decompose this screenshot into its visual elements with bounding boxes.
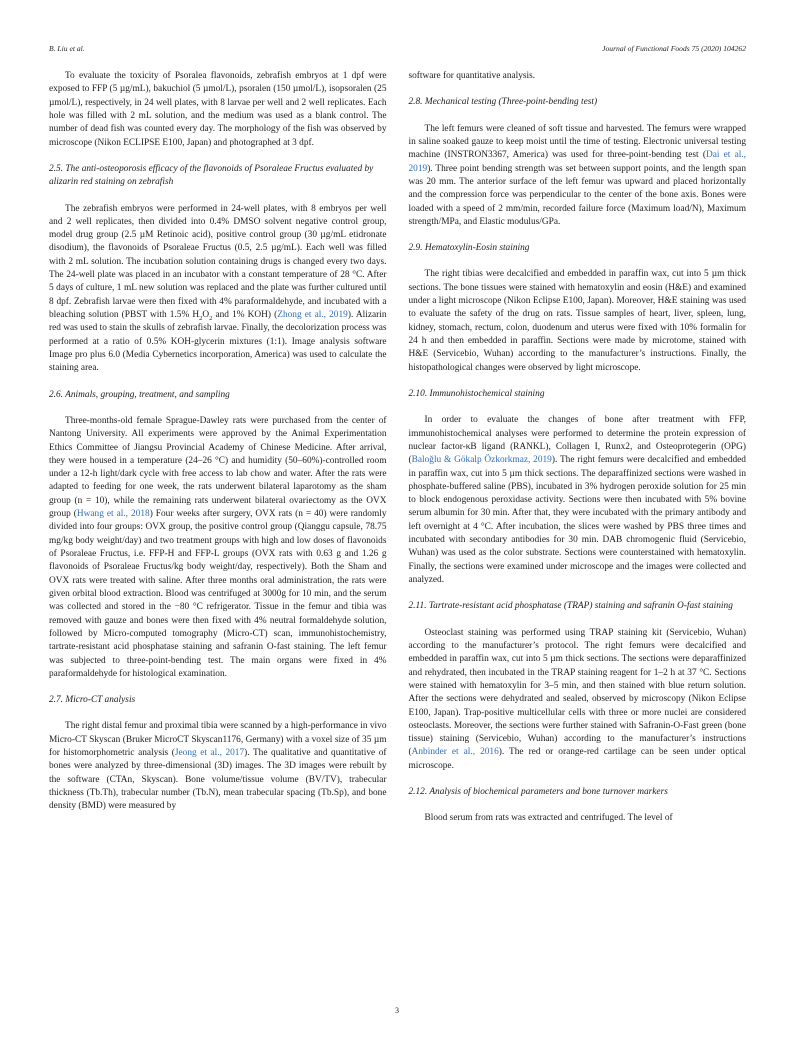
section-2-11-heading: 2.11. Tartrate-resistant acid phosphatase (TRAP) staining and safranin O-fast staining: [408, 601, 733, 612]
paragraph-zebrafish-alizarin: [49, 203, 387, 376]
two-column-body: [49, 70, 746, 826]
text-run: ) Four weeks after surgery, OVX rats (n = 40) were randomly divided into four groups: OVX group, the positive control group (Qianggu capsule, 78.75 mg/kg body weight/day) and two treatment groups with high and low doses of flavonoids of Psoraleae Fructus, i.e. FFP-H and FFP-L groups (OVX rats with 0.63 g and 1.26 g flavonoids of Psoraleae Fructus/kg body weight/day, respectively). Both the Sham and OVX rats were treated with saline. After three months oral administration, the rats were given orbital blood extraction. Blood was centrifuged at 3000g for 10 min, and the serum was collected and stored in the −80 °C refrigerator. Tissue in the femur and tibia was removed with gauze and bones were then fixed with 4% neutral formaldehyde solution, followed by Micro-computed tomography (Micro-CT) scan, immunohistochemistry, tartrate-resistant acid phosphatase staining and safranin O-fast staining. The left femur was subjected to three-point-bending test. The main organs were fixed in 4% paraformaldehyde for histological examination.: [49, 509, 387, 679]
text-run: ). The red or orange-red cartilage can be seen under optical microscope.: [408, 747, 746, 771]
citation-link[interactable]: Jeong et al., 2017: [174, 748, 245, 759]
section-2-6-heading: 2.6. Animals, grouping, treatment, and sampling: [49, 389, 230, 400]
section-2-5-heading: 2.5. The anti-osteoporosis efficacy of the flavonoids of Psoraleae Fructus evaluated by alizarin red staining on zebrafish: [49, 163, 374, 188]
text-run: Three-months-old female Sprague-Dawley rats were purchased from the center of Nantong University. All experiments were approved by the Animal Experimentation Ethics Committee of Jiangsu Provincial Academy of Chinese Medicine. After arrival, they were housed in a temperature (24–26 °C) and humidity (50–60%)-controlled room under a 12-h light/dark cycle with free access to lab chow and water. After the rats were adapted to feeding for one week, the rats underwent bilateral laparotomy as the sham group (n = 10), while the remaining rats underwent bilateral ovariectomy as the OVX group (: [49, 415, 387, 520]
text-run: Osteoclast staining was performed using TRAP staining kit (Servicebio, Wuhan) according to the manufacturer’s protocol. The right femurs were decalcified and embedded in paraffin wax, cut into 5 µm thick sections. The sections were deparaffinized and rehydrated, then incubated in the TRAP staining reagent for 1–2 h at 37 °C. Sections were stained with hematoxylin for 3–5 min, and then stained with blue return solution. After the sections were dehydrated and sealed, observed by microscopy (Nikon Eclipse E100, Japan). Trap-positive multicellular cells with three or more nuclei are considered osteoclasts. Moreover, the sections were further stained with Safranin-O-Fast green (bone tissue) staining (Servicebio, Wuhan) according to the manufacturer’s instructions (: [408, 627, 746, 758]
paragraph-immunohistochemistry: [409, 414, 747, 587]
subscript: 2: [199, 314, 203, 322]
section-2-12-heading: 2.12. Analysis of biochemical parameters and bone turnover markers: [408, 787, 668, 798]
paragraph-micro-ct: [49, 720, 387, 813]
paragraph-he-staining: The right tibias were decalcified and embedded in paraffin wax, cut into 5 µm thick sections. The bone tissues were stained with hematoxylin and eosin (H&E) and examined under a light microscope (Nikon Eclipse E100, Japan). Moreover, H&E staining was used to evaluate the safety of the drug on rats. Tissue samples of heart, liver, spleen, lung, kidney, stomach, rectum, colon, duodenum and uterus were fixed with 10% formalin for 24 h and then embedded in paraffin. Sections were made by microtome, stained with H&E (Servicebio, Wuhan) according to the manufacturer’s instructions. Finally, the histopathological changes were observed by light microscope.: [408, 269, 746, 373]
header-authors: B. Liu et al.: [49, 44, 85, 53]
section-2-9-heading: 2.9. Hematoxylin-Eosin staining: [408, 243, 530, 254]
section-2-7-heading: 2.7. Micro-CT analysis: [49, 695, 136, 706]
text-run: The right distal femur and proximal tibia were scanned by a high-performance in vivo Micro-CT Skyscan (Bruker MicroCT Skyscan1176, Germany) with a voxel size of 35 µm for histomorphometric analysis (: [49, 721, 387, 759]
header-journal: Journal of Functional Foods 75 (2020) 104262: [602, 44, 746, 53]
citation-link[interactable]: Dai et al., 2019: [408, 150, 746, 174]
text-run: ). Alizarin red was used to stain the skulls of zebrafish larvae. Finally, the decolorization process was performed at a ratio of 0.5% KOH-glycerin mixtures (1:1). Image analysis software Image pro plus 6.0 (Media Cybernetics incorporation, America) was used to calculate the staining area.: [49, 310, 387, 374]
text-run: ). Three point bending strength was set between support points, and the length span was 20 mm. The anterior surface of the left femur was upward and placed horizontally and the compression force was perpendicular to the center of the bone axis. Bones were loaded with a speed of 2 mm/min, recorded failure force (Maximum load/N), Maximum strength/MPa, and Elastic modulus/GPa.: [408, 163, 746, 227]
text-run: ). The qualitative and quantitative of bones were analyzed by three-dimensional (3D) images. The 3D images were rebuilt by the software (CTAn, Skyscan). Bone volume/tissue volume (BV/TV), trabecular thickness (Tb.Th), trabecular number (Tb.N), mean trabecular spacing (Tb.Sp), and bone density (BMD) were measured by: [49, 748, 387, 812]
paragraph-trap-staining: [409, 627, 747, 773]
right-column: [409, 70, 747, 826]
left-column: [49, 70, 387, 826]
running-header: [49, 44, 746, 58]
paragraph-animals: [49, 415, 387, 681]
paragraph-continuation: software for quantitative analysis.: [408, 71, 536, 81]
citation-link[interactable]: Anbinder et al., 2016: [411, 747, 499, 758]
text-run: In order to evaluate the changes of bone after treatment with FFP, immunohistochemical analyses were performed to determine the protein expression of nuclear factor-κB ligand (RANKL), Collagen I, Runx2, and Osteoprotegerin (OPG) (: [408, 415, 746, 466]
page-number: 3: [395, 1006, 399, 1015]
citation-link[interactable]: Baloğlu & Gökalp Özkorkmaz, 2019: [411, 455, 552, 466]
section-2-8-heading: 2.8. Mechanical testing (Three-point-bending test): [408, 97, 598, 108]
paragraph-biochemical: Blood serum from rats was extracted and centrifuged. The level of: [424, 813, 673, 824]
section-2-10-heading: 2.10. Immunohistochemical staining: [408, 388, 545, 399]
text-run: ). The right femurs were decalcified and embedded in paraffin wax, cut into 5 µm thick sections. The deparaffinized sections were washed in phosphate-buffered saline (PBS), incubated in 3% hydrogen peroxide solution for 25 min to block endogenous peroxidase activity. Sections were then incubated with 5% bovine serum albumin for 30 min. After that, they were incubated with the primary antibody and left overnight at 4 °C. After incubation, the slices were washed by PBS three times and incubated with secondary antibodies for 30 min. DAB chromogenic fluid (Servicebio, Wuhan) was used as the color substrate. Sections were counterstained with hematoxylin. Finally, the sections were examined under microscope and the images were collected and analyzed.: [408, 455, 746, 585]
citation-link[interactable]: Hwang et al., 2018: [76, 509, 150, 520]
citation-link[interactable]: Zhong et al., 2019: [277, 310, 348, 320]
text-run: The zebrafish embryos were performed in 24-well plates, with 8 embryos per well and 2 well replicates, then divided into 0.4% DMSO solvent negative control group, model drug group (2.5 µM Retinoic acid), positive control group (30 µg/mL etidronate disodium), the flavonoids of Psoraleae Fructus (0.5, 2.5 µg/mL). Each well was filled with 2 mL solution. The incubation solution containing drugs is changed every two days. The 24-well plate was placed in an incubator with a constant temperature of 28 °C. After 5 days of culture, 1 mL new solution was replaced and the plate was further cultured until 8 dpf. Zebrafish larvae were then fixed with 4% paraformaldehyde, and incubated with a bleaching solution (PBST with 1.5% H: [49, 203, 387, 320]
paragraph-toxicity: To evaluate the toxicity of Psoralea flavonoids, zebrafish embryos at 1 dpf were exposed to FFP (5 µg/mL), bakuchiol (5 µmol/L), psoralen (150 µmol/L), isopsoralen (25 µmol/L), respectively, in 24 well plates, with 8 larvae per well and 2 well replicates. Each hole was filled with 2 mL solution, and the medium was used as a blank control. The number of dead fish was counted every day. The morphology of the fish was observed by microscope (Nikon ECLIPSE E100, Japan) and photographed at 3 dpf.: [49, 71, 387, 148]
text-run: O: [202, 310, 210, 320]
subscript: 2: [209, 314, 213, 322]
text-run: and 1% KOH) (: [212, 310, 278, 320]
paragraph-mechanical-testing: [409, 123, 747, 230]
text-run: The left femurs were cleaned of soft tissue and harvested. The femurs were wrapped in saline soaked gauze to keep moist until the time of testing. Electronic universal testing machine (INSTRON3367, America) was used for three-point-bending test (: [408, 123, 746, 161]
